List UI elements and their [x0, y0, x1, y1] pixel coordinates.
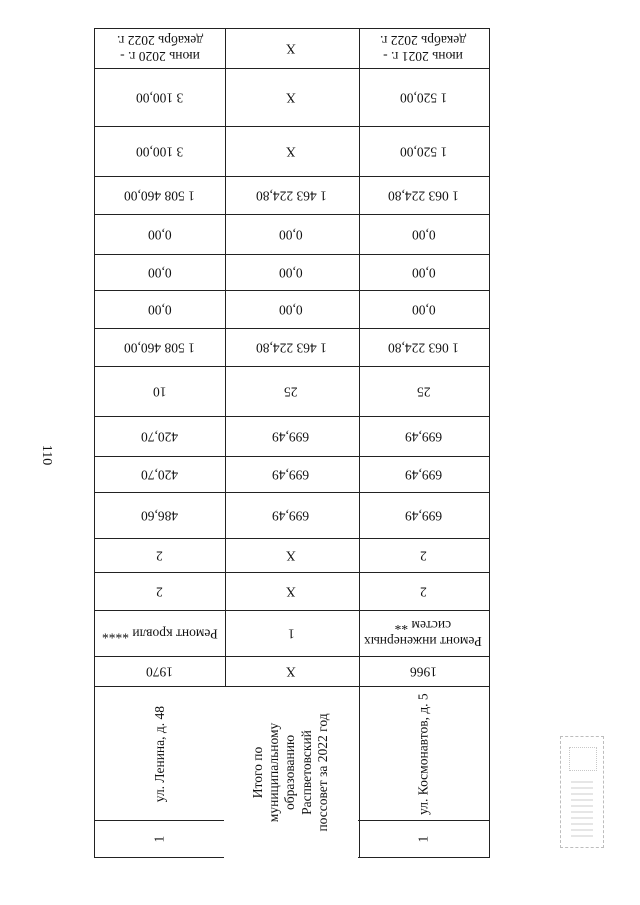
table-cell: 699,49	[404, 508, 442, 524]
table-row	[95, 328, 489, 367]
table-row	[95, 610, 489, 657]
table-cell: 10	[152, 384, 167, 400]
table-cell: 1 063 224,80	[387, 188, 459, 204]
table-row	[95, 572, 489, 611]
table-cell: 420,70	[141, 429, 179, 445]
table-cell: 25	[284, 384, 298, 400]
table-cell: Х	[286, 41, 296, 57]
table-cell: июнь 2021 г. - декабрь 2022 г.	[380, 33, 467, 65]
table-row	[95, 686, 489, 832]
table-cell: 0,00	[279, 302, 303, 318]
table-row	[95, 492, 489, 539]
table-cell: Ремонт инженерных систем **	[364, 619, 483, 650]
table-cell: 1	[358, 820, 489, 857]
table-row	[95, 29, 489, 68]
table-cell: Х	[286, 664, 296, 680]
table-cell: 1966	[409, 664, 437, 680]
table-cell: 1 063 224,80	[387, 340, 459, 356]
table-cell: 1970	[146, 664, 174, 680]
table-row	[95, 366, 489, 417]
table-cell: 1 463 224,80	[255, 340, 327, 356]
table-row	[95, 416, 489, 457]
table-cell: 1 508 460,00	[124, 340, 196, 356]
table-cell: 420,70	[141, 467, 179, 483]
table-row	[95, 214, 489, 255]
table-cell: 1	[95, 820, 224, 857]
table-cell: 699,49	[404, 467, 442, 483]
table-cell: 0,00	[147, 227, 172, 243]
table-row	[95, 68, 489, 127]
margin-stamp	[560, 736, 604, 848]
table-cell: Х	[286, 584, 296, 600]
table-cell: Х	[286, 90, 296, 106]
table-cell: 3 100,00	[136, 144, 184, 160]
table-cell: 1 508 460,00	[124, 188, 196, 204]
table-cell: 699,49	[404, 429, 442, 445]
repair-schedule-table	[94, 28, 490, 858]
table-cell: 699,49	[272, 467, 310, 483]
table-cell: 0,00	[411, 265, 436, 281]
table-cell: 2	[419, 584, 427, 600]
table-cell: 0,00	[279, 227, 303, 243]
table-cell: 0,00	[147, 265, 172, 281]
table-cell: 2	[419, 548, 427, 564]
table-cell: 1 520,00	[399, 144, 447, 160]
table-cell: 0,00	[411, 227, 436, 243]
table-cell: 486,60	[141, 508, 179, 524]
table-cell: 3 100,00	[136, 90, 184, 106]
table-cell: Ремонт кровли ****	[101, 626, 218, 642]
table-row	[95, 656, 489, 687]
page-number: 110	[39, 444, 55, 466]
table-row	[95, 254, 489, 291]
table-cell: ул. Ленина, д. 48	[151, 705, 167, 803]
table-cell: 1	[287, 626, 295, 642]
table-cell: 25	[416, 384, 431, 400]
table-cell: Х	[286, 548, 296, 564]
table-cell: 0,00	[147, 302, 172, 318]
table-cell: ул. Космонавтов, д. 5	[415, 693, 431, 815]
table-cell: 699,49	[272, 508, 310, 524]
table-cell: 0,00	[411, 302, 436, 318]
table-cell: 0,00	[279, 265, 303, 281]
table-row	[95, 456, 489, 493]
table-row	[95, 538, 489, 573]
table-row	[95, 290, 489, 329]
table-cell: Х	[286, 144, 296, 160]
table-cell: июнь 2020 г. - декабрь 2022 г.	[116, 33, 203, 65]
table-cell: 1 520,00	[399, 90, 447, 106]
table-row	[95, 126, 489, 177]
table-cell-total: Итого по муниципальному образованию Распветовский поссовет за 2022 год	[224, 687, 357, 858]
table-row	[95, 176, 489, 215]
table-cell: 699,49	[272, 429, 310, 445]
table-cell: 2	[156, 584, 164, 600]
table-cell: 2	[156, 548, 164, 564]
table-cell: 1 463 224,80	[255, 188, 327, 204]
